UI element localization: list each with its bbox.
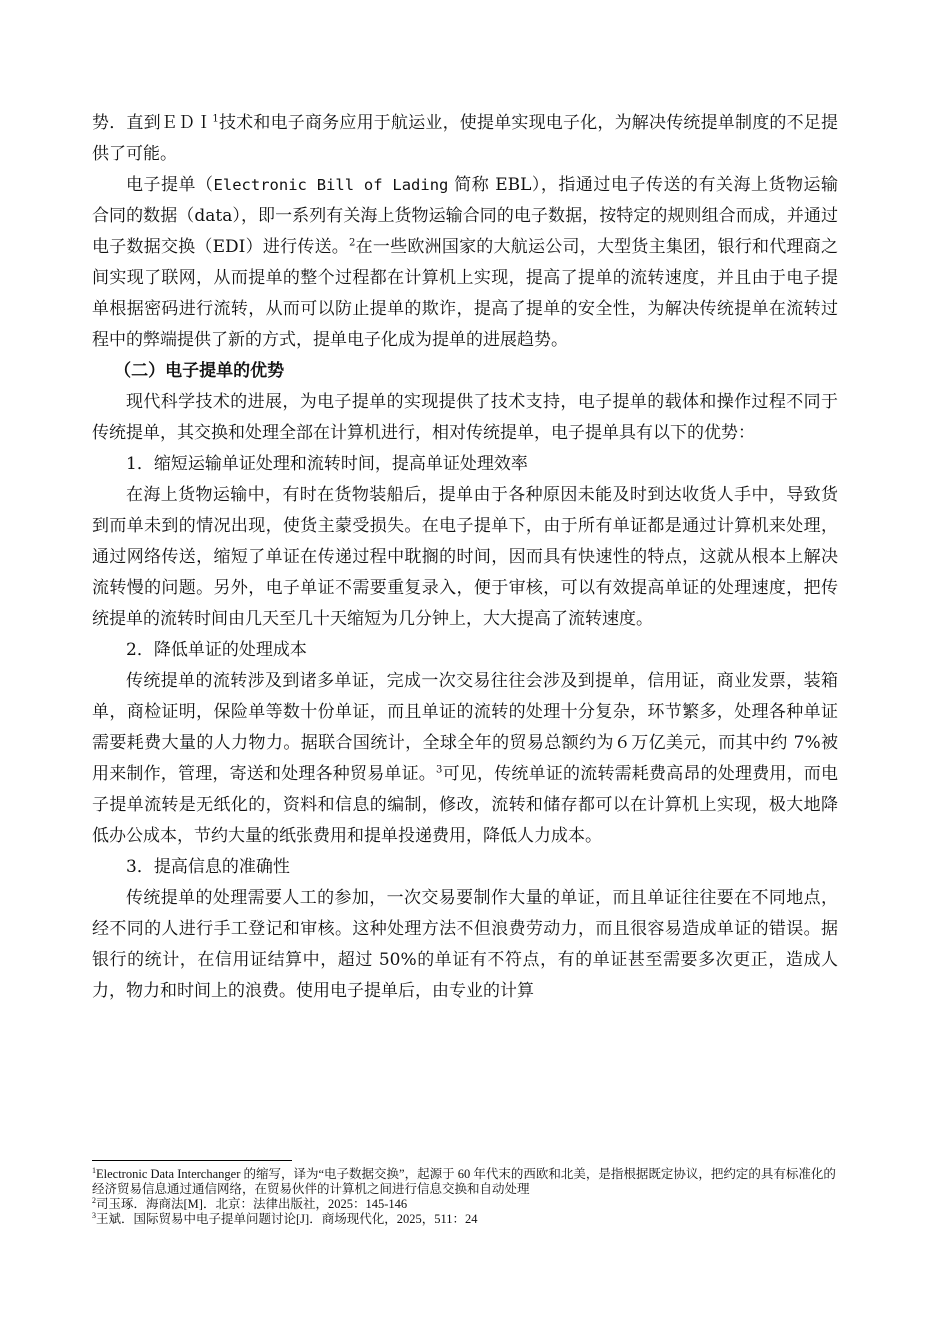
footnote-ref-3[interactable]: 3 [436,764,443,776]
list-item-1-title: 1．缩短运输单证处理和流转时间，提高单证处理效率 [126,454,528,474]
paragraph-2-text-b: 简称 EBL），指通过电子传送的有关海上货物运输合同的数据（data），即一系列有关海上货物运输合同的电子数据，按特定的规则组合而成，并通过电子数据交换（EDI）进行传送。 [92,175,839,257]
paragraph-1-text-b: 技术和电子商务应用于航运业，使提单实现电子化，为解决传统提单制度的不足提供了可能。 [92,113,839,164]
footnote-3-text: 王斌．国际贸易中电子提单问题讨论[J]．商场现代化，2025，511：24 [96,1212,478,1226]
paragraph-1-text-a: 势．直到ＥＤＩ [92,113,213,133]
footnote-3 [92,1212,838,1227]
footnote-1-number: 1 [92,1165,96,1175]
paragraph-3: 现代科学技术的进展，为电子提单的实现提供了技术支持，电子提单的载体和操作过程不同于传统提单，其交换和处理全部在计算机进行，相对传统提单，电子提单具有以下的优势： [92,392,838,443]
paragraph-6: 传统提单的处理需要人工的参加，一次交易要制作大量的单证，而且单证往往要在不同地点，经不同的人进行手工登记和审核。这种处理方法不但浪费劳动力，而且很容易造成单证的错误。据银行的统计，在信用证结算中，超过 50%的单证有不符点，有的单证甚至需要多次更正，造成人力，物力和时间上的浪费。使用电子提单后，由专业的计算 [92,888,838,1001]
list-item-3-title: 3．提高信息的准确性 [126,857,290,877]
footnote-1 [92,1167,838,1197]
paragraph-2 [92,170,838,356]
footnote-ref-2[interactable]: 2 [349,237,356,249]
section-heading: （二）电子提单的优势 [114,361,285,381]
paragraph-2-english-term: Electronic Bill of Lading [213,176,449,194]
footnote-ref-1[interactable]: 1 [212,113,219,125]
paragraph-5 [92,666,838,852]
paragraph-5-text-a: 传统提单的流转涉及到诸多单证，完成一次交易往往会涉及到提单，信用证，商业发票，装箱单，商检证明，保险单等数十份单证，而且单证的流转的处理十分复杂，环节繁多，处理各种单证需要耗费大量的人力物力。据联合国统计，全球全年的贸易总额约为６万亿美元，而其中约 7%被用来制作，管理，寄送和处理各种贸易单证。 [92,671,838,784]
list-item-2-title: 2．降低单证的处理成本 [126,640,307,660]
footnote-2-text: 司玉琢．海商法[M]．北京：法律出版社，2025：145-146 [96,1197,408,1211]
footnote-2-number: 2 [92,1195,96,1205]
footnote-divider [92,1160,292,1161]
document-body [92,108,838,1007]
footnote-3-number: 3 [92,1210,96,1220]
footnote-1-text: Electronic Data Interchanger 的缩写，译为“电子数据交换”，起源于 60 年代末的西欧和北美，是指根据既定协议，把约定的具有标准化的经济贸易信息通过通信网络，在贸易伙伴的计算机之间进行信息交换和自动处理 [92,1167,836,1196]
footnotes [92,1160,838,1227]
footnote-2 [92,1197,838,1212]
paragraph-5-text-b: 可见，传统单证的流转需耗费高昂的处理费用，而电子提单流转是无纸化的，资料和信息的编制，修改，流转和储存都可以在计算机上实现，极大地降低办公成本，节约大量的纸张费用和提单投递费用，降低人力成本。 [92,764,839,846]
paragraph-2-text-c: 在一些欧洲国家的大航运公司，大型货主集团，银行和代理商之间实现了联网，从而提单的整个过程都在计算机上实现，提高了提单的流转速度，并且由于电子提单根据密码进行流转，从而可以防止提单的欺诈，提高了提单的安全性，为解决传统提单在流转过程中的弊端提供了新的方式，提单电子化成为提单的进展趋势。 [92,237,838,350]
paragraph-4: 在海上货物运输中，有时在货物装船后，提单由于各种原因未能及时到达收货人手中，导致货到而单未到的情况出现，使货主蒙受损失。在电子提单下，由于所有单证都是通过计算机来处理，通过网络传送，缩短了单证在传递过程中耽搁的时间，因而具有快速性的特点，这就从根本上解决流转慢的问题。另外，电子单证不需要重复录入，便于审核，可以有效提高单证的处理速度，把传统提单的流转时间由几天至几十天缩短为几分钟上，大大提高了流转速度。 [92,485,838,629]
paragraph-2-text-a: 电子提单（ [126,175,214,195]
paragraph-1 [92,108,838,170]
